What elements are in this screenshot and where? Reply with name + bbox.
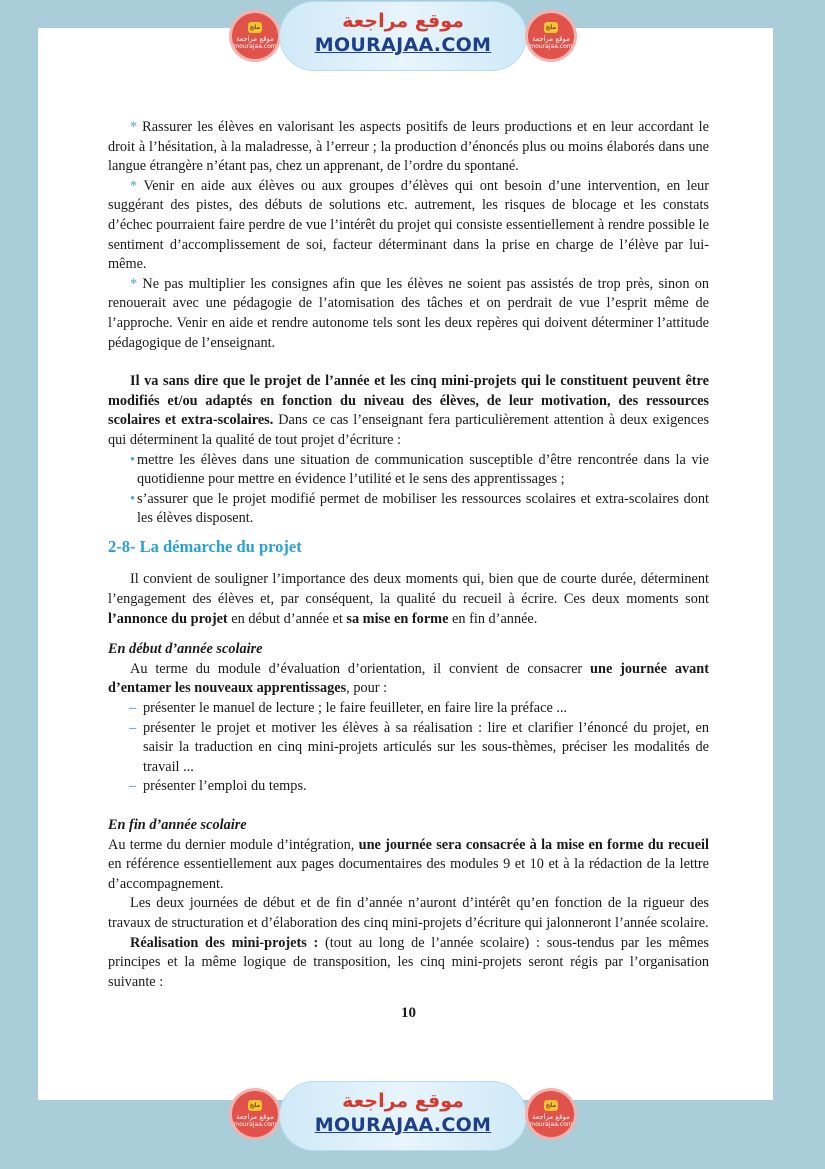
- bold-text: Il va sans dire que le projet de l’année et les cinq mini-projets qui le constituent peuvent être modifiés et/ou adaptés en fonction du niveau des élèves, de leur motivation, des ressources scolaires et extra-scolaires.: [108, 373, 709, 429]
- site-name-latin[interactable]: MOURAJAA.COM: [314, 34, 492, 56]
- paragraph-text: Venir en aide aux élèves ou aux groupes d’élèves qui ont besoin d’une intervention, en leur suggérant des pistes, des débuts de solutions etc. autrement, les risques de blocage et les constats d’échec pourraient faire perdre de vue l’intérêt du projet qui consiste essentiellement à rendre possible le sentiment d’accomplissement de soi, facteur déterminant dans la prise en charge de l’élève par lui-même.: [108, 177, 709, 273]
- paragraph-text: Au terme du dernier module d’intégration,: [108, 836, 359, 853]
- badge-latin-text: mourajaa.com: [529, 1121, 573, 1128]
- badge-arabic-text: موقع مراجعة: [236, 1113, 274, 1121]
- section-heading: 2-8- La démarche du projet: [108, 536, 302, 556]
- paragraph: [108, 372, 709, 450]
- bullet-icon: •: [130, 451, 136, 468]
- dash-icon: –: [129, 700, 137, 717]
- site-logo-badge-right[interactable]: [528, 13, 574, 59]
- list-item-text: présenter le manuel de lecture ; le faire feuilleter, en faire lire la préface ...: [143, 700, 568, 717]
- bold-text: Réalisation des mini-projets :: [130, 934, 319, 951]
- asterisk-marker: *: [130, 275, 143, 292]
- paragraph: [108, 275, 709, 353]
- dash-icon: –: [129, 719, 137, 736]
- list-item-text: mettre les élèves dans une situation de communication susceptible d’être rencontrée dans la vie quotidienne pour mettre en évidence l’utilité et le sens des apprentissages ;: [137, 451, 709, 488]
- paragraph: [108, 836, 709, 895]
- list-item: [108, 777, 709, 797]
- site-logo-badge-left-bottom[interactable]: [232, 1091, 278, 1137]
- dash-icon: –: [129, 778, 137, 795]
- logo-icon: ملخ: [249, 24, 261, 31]
- bullet-list: [108, 451, 709, 529]
- subheading: En début d’année scolaire: [108, 641, 263, 658]
- bold-text: l’annonce du projet: [108, 610, 228, 627]
- logo-icon: ملخ: [545, 24, 557, 31]
- paragraph: [108, 118, 709, 177]
- asterisk-marker: *: [130, 119, 143, 135]
- list-item-text: présenter le projet et motiver les élèves à sa réalisation : lire et clarifier l’énoncé du projet, en saisir la traduction en cinq mini-projets articulés sur les sous-thèmes, préciser les modalités de travail ...: [143, 719, 709, 775]
- subheading: En fin d’année scolaire: [108, 817, 247, 833]
- asterisk-marker: *: [130, 177, 144, 194]
- badge-latin-text: mourajaa.com: [529, 43, 573, 50]
- paragraph-text: , pour :: [346, 680, 388, 697]
- paragraph-text: Rassurer les élèves en valorisant les aspects positifs de leurs productions et en leur accordant le droit à l’hésitation, à la maladresse, à l’erreur ; la production d’énoncés plus ou moins élaborés dans une langue étrangère n’étant pas, chez un apprenant, de l’ordre du spontané.: [108, 119, 709, 175]
- paragraph: [108, 177, 709, 275]
- paragraph-text: en début d’année et: [227, 610, 347, 627]
- paragraph-text: en fin d’année.: [448, 610, 538, 627]
- site-name-arabic: موقع مراجعة: [342, 1090, 464, 1112]
- list-item: [108, 699, 709, 719]
- site-logo-badge-right-bottom[interactable]: [528, 1091, 574, 1137]
- list-item: [108, 490, 709, 529]
- paragraph: [108, 934, 709, 993]
- badge-arabic-text: موقع مراجعة: [532, 1113, 570, 1121]
- site-banner-top[interactable]: [280, 2, 526, 70]
- paragraph-text: Ne pas multiplier les consignes afin que les élèves ne soient pas assistés de trop près, sinon on renouerait avec une pédagogie de l’atomisation des tâches et on perdrait de vue l’esprit même de l’approche. Venir en aide et rendre autonome tels sont les deux repères qui doivent déterminer l’attitude pédagogique de l’enseignant.: [108, 275, 709, 351]
- bold-text: une journée sera consacrée à la mise en forme du recueil: [358, 836, 709, 853]
- document-body: [108, 118, 709, 1024]
- site-name-latin[interactable]: MOURAJAA.COM: [314, 1114, 492, 1136]
- page-number: 10: [401, 1005, 416, 1022]
- spacer: [108, 797, 709, 816]
- badge-latin-text: mourajaa.com: [233, 1121, 277, 1128]
- bold-text: sa mise en forme: [346, 610, 449, 627]
- logo-icon: ملخ: [545, 1102, 557, 1109]
- paragraph-text: (tout au long de l’année scolaire) : sous-tendus par les mêmes principes et la même logique de transposition, les cinq mini-projets seront régis par l’organisation suivante :: [108, 934, 710, 990]
- site-banner-bottom[interactable]: [280, 1082, 526, 1150]
- dash-list: [108, 699, 709, 797]
- spacer: [108, 629, 709, 640]
- paragraph: Les deux journées de début et de fin d’année n’auront d’intérêt qu’en fonction de la rigueur des travaux de structuration et d’élaboration des cinq mini-projets d’écriture qui jalonneront l’année scolaire.: [108, 895, 709, 931]
- site-logo-badge-left[interactable]: [232, 13, 278, 59]
- paragraph: [108, 660, 709, 699]
- paragraph-text: en référence essentiellement aux pages documentaires des modules 9 et 10 et à la rédaction de la lettre d’accompagnement.: [108, 856, 709, 892]
- list-item: [108, 719, 709, 778]
- paragraph-text: Dans ce cas l’enseignant fera particulièrement attention à deux exigences qui déterminent la qualité de tout projet d’écriture :: [108, 412, 710, 448]
- bullet-icon: •: [130, 490, 136, 507]
- bold-text: une journée avant d’entamer les nouveaux apprentissages: [108, 660, 710, 697]
- paragraph: [108, 570, 709, 629]
- list-item-text: présenter l’emploi du temps.: [143, 778, 307, 795]
- badge-arabic-text: موقع مراجعة: [532, 35, 570, 43]
- badge-latin-text: mourajaa.com: [233, 43, 277, 50]
- list-item-text: s’assurer que le projet modifié permet de mobiliser les ressources scolaires et extra-scolaires dont les élèves disposent.: [137, 490, 709, 527]
- site-name-arabic: موقع مراجعة: [342, 10, 464, 32]
- spacer: [108, 353, 709, 372]
- paragraph-text: Il convient de souligner l’importance des deux moments qui, bien que de courte durée, déterminent l’engagement des élèves et, par conséquent, la qualité du recueil à écrire. Ces deux moments sont: [108, 571, 709, 608]
- badge-arabic-text: موقع مراجعة: [236, 35, 274, 43]
- paragraph-text: Au terme du module d’évaluation d’orientation, il convient de consacrer: [130, 660, 591, 677]
- logo-icon: ملخ: [249, 1102, 261, 1109]
- list-item: [108, 451, 709, 490]
